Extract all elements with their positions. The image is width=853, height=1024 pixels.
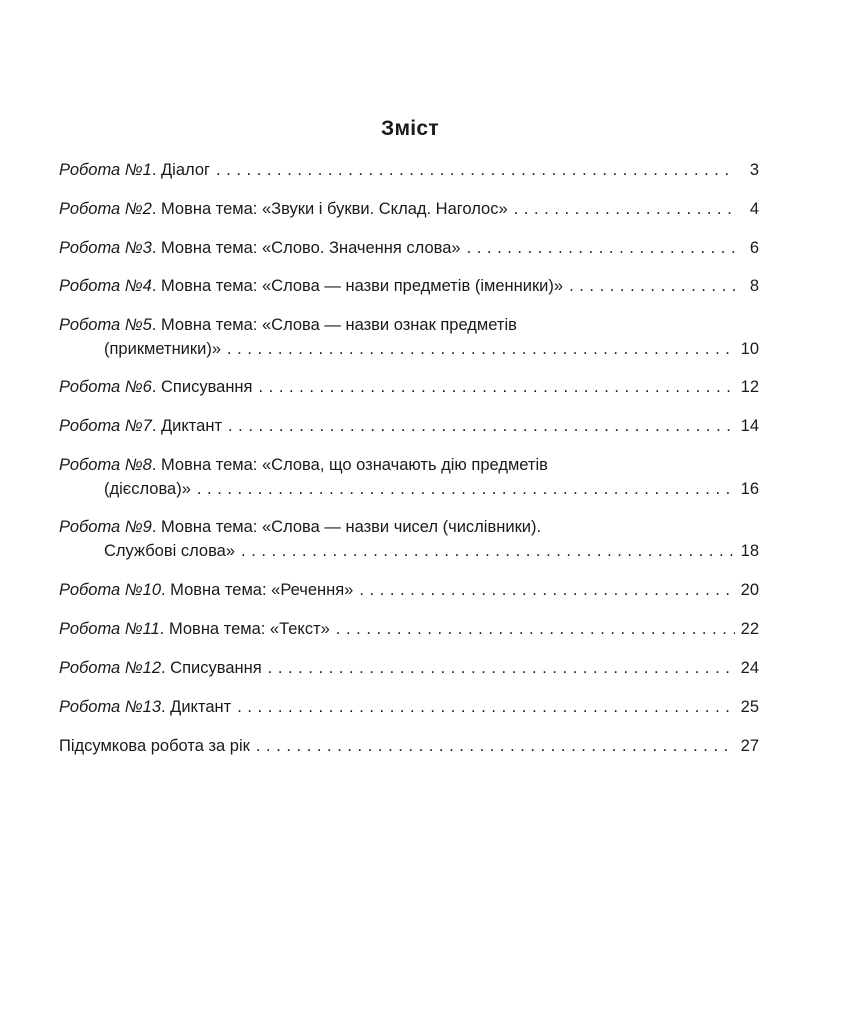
work-number: Робота №8 — [59, 456, 152, 474]
work-number: Робота №5 — [59, 316, 152, 334]
page-number: 4 — [749, 200, 759, 218]
toc-entry-label — [59, 695, 231, 719]
page-number: 14 — [740, 417, 759, 435]
entry-title: . Мовна тема: «Слова — назви чисел (числівники). — [151, 518, 542, 536]
work-number: Робота №7 — [59, 417, 152, 435]
page-number: 6 — [749, 239, 759, 257]
entry-title: . Мовна тема: «Слова — назви ознак предметів — [151, 316, 517, 334]
dot-leader — [268, 656, 735, 680]
work-number: Робота №10 — [59, 581, 161, 599]
dot-leader — [336, 617, 735, 641]
toc-entry-label — [59, 656, 262, 680]
toc-entry[interactable] — [59, 734, 759, 758]
toc-entry[interactable] — [59, 375, 759, 399]
entry-title: . Мовна тема: «Слово. Значення слова» — [151, 239, 461, 257]
toc-entry-label: Підсумкова робота за рік — [59, 737, 250, 755]
entry-title: . Диктант — [161, 698, 232, 716]
toc-entry[interactable] — [59, 656, 759, 680]
work-number: Робота №12 — [59, 659, 161, 677]
page-number: 12 — [740, 378, 759, 396]
toc-entry-label — [59, 453, 548, 477]
entry-title-continued: (прикметники)» — [104, 340, 222, 358]
toc-entry-label — [59, 313, 517, 337]
toc-entry-label — [59, 515, 541, 539]
work-number: Робота №1 — [59, 161, 152, 179]
page-number: 24 — [740, 659, 759, 677]
page-number: 22 — [740, 620, 759, 638]
dot-leader — [241, 539, 735, 563]
work-number: Робота №11 — [59, 620, 160, 638]
toc-entry[interactable] — [59, 578, 759, 602]
toc-entry-label — [59, 578, 353, 602]
toc-entry[interactable] — [59, 313, 759, 361]
toc-entry-label — [59, 158, 210, 182]
dot-leader — [569, 274, 735, 298]
toc-entry-label — [59, 274, 563, 298]
entry-title: . Мовна тема: «Слова, що означають дію предметів — [151, 456, 548, 474]
toc-entry-label — [59, 617, 330, 641]
toc-entry-label — [59, 414, 222, 438]
toc-entry[interactable] — [59, 453, 759, 501]
dot-leader — [237, 695, 734, 719]
page-title: Зміст — [381, 117, 439, 140]
toc-entry[interactable] — [59, 617, 759, 641]
toc-entry-label — [59, 375, 252, 399]
toc-entry[interactable] — [59, 197, 759, 221]
dot-leader — [216, 158, 735, 182]
toc-entry[interactable] — [59, 236, 759, 260]
entry-title: . Диктант — [151, 417, 223, 435]
work-number: Робота №9 — [59, 518, 152, 536]
entry-title-continued: Службові слова» — [104, 542, 236, 560]
toc-entry[interactable] — [59, 515, 759, 563]
toc-entry-label — [59, 236, 461, 260]
dot-leader — [256, 734, 735, 758]
entry-title: . Мовна тема: «Речення» — [161, 581, 354, 599]
toc-entry[interactable] — [59, 695, 759, 719]
page-number: 18 — [740, 542, 759, 560]
entry-title: . Мовна тема: «Звуки і букви. Склад. Наголос» — [151, 200, 508, 218]
work-number: Робота №3 — [59, 239, 152, 257]
dot-leader — [514, 197, 735, 221]
work-number: Робота №6 — [59, 378, 152, 396]
page-number: 8 — [749, 277, 759, 295]
toc-entry-label — [59, 197, 508, 221]
entry-title-continued: (дієслова)» — [104, 480, 191, 498]
entry-title: . Мовна тема: «Слова — назви предметів (іменники)» — [151, 277, 564, 295]
page-number: 3 — [749, 161, 759, 179]
page-number: 16 — [740, 480, 759, 498]
dot-leader — [258, 375, 734, 399]
page-number: 20 — [740, 581, 759, 599]
dot-leader — [359, 578, 734, 602]
work-number: Робота №13 — [59, 698, 161, 716]
entry-title: . Діалог — [151, 161, 211, 179]
entry-title: . Списування — [151, 378, 253, 396]
dot-leader — [197, 477, 735, 501]
dot-leader — [467, 236, 735, 260]
dot-leader — [227, 337, 735, 361]
entry-title: . Мовна тема: «Текст» — [159, 620, 330, 638]
work-number: Робота №4 — [59, 277, 152, 295]
toc-entry[interactable] — [59, 158, 759, 182]
page-number: 25 — [740, 698, 759, 716]
dot-leader — [228, 414, 735, 438]
toc-entry[interactable] — [59, 414, 759, 438]
toc-entry[interactable] — [59, 274, 759, 298]
work-number: Робота №2 — [59, 200, 152, 218]
page-number: 27 — [740, 737, 759, 755]
entry-title: . Списування — [161, 659, 262, 677]
page-number: 10 — [740, 340, 759, 358]
